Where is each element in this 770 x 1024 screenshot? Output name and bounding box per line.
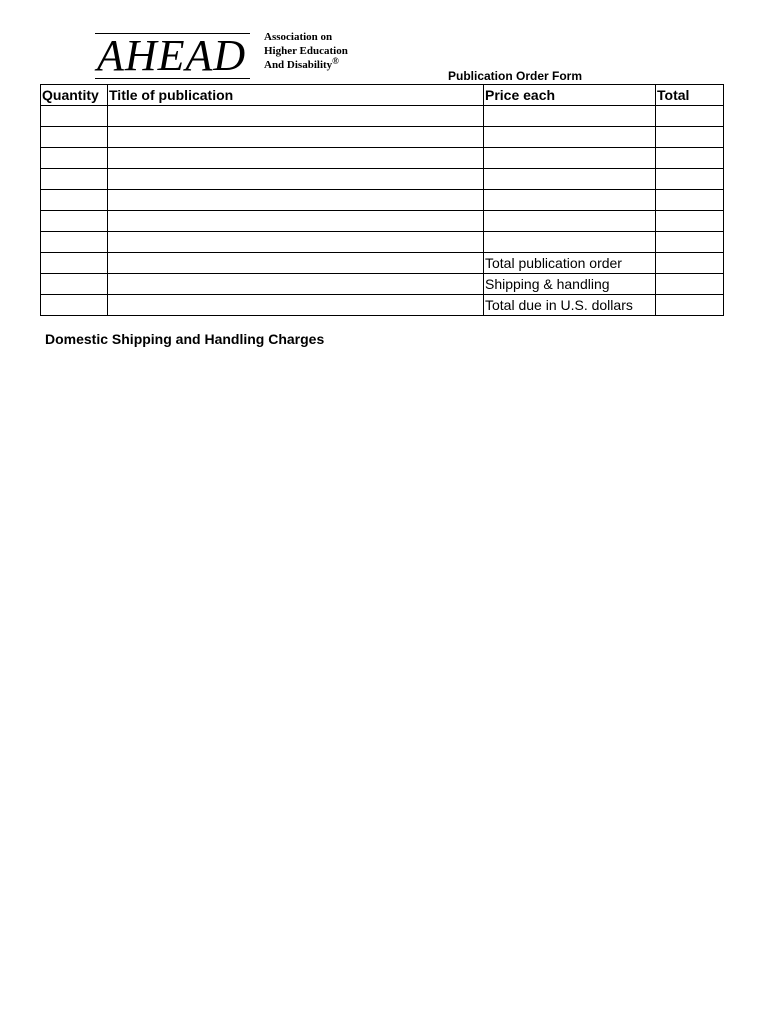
order-table	[40, 84, 724, 316]
table-row	[41, 232, 724, 253]
quantity-cell[interactable]	[41, 127, 108, 148]
quantity-cell[interactable]	[41, 148, 108, 169]
price-cell[interactable]	[484, 211, 656, 232]
table-row	[41, 190, 724, 211]
title-cell[interactable]	[108, 295, 484, 316]
title-cell[interactable]	[108, 148, 484, 169]
quantity-cell[interactable]	[41, 211, 108, 232]
price-cell[interactable]	[484, 190, 656, 211]
total-cell[interactable]	[656, 106, 724, 127]
title-cell[interactable]	[108, 232, 484, 253]
logo-line-3	[264, 58, 348, 72]
title-cell[interactable]	[108, 211, 484, 232]
total-header: Total	[656, 85, 724, 106]
table-row	[41, 253, 724, 274]
logo-line-2: Higher Education	[264, 45, 348, 57]
logo-org-name	[264, 30, 348, 72]
total-cell[interactable]	[656, 232, 724, 253]
total-cell[interactable]	[656, 274, 724, 295]
shipping-charges-heading: Domestic Shipping and Handling Charges	[45, 331, 325, 347]
total-cell[interactable]	[656, 295, 724, 316]
logo-line-1: Association on	[264, 31, 333, 43]
price-cell[interactable]	[484, 169, 656, 190]
title-cell[interactable]	[108, 253, 484, 274]
logo-line-3-text: And Disability	[264, 59, 333, 71]
table-row	[41, 211, 724, 232]
quantity-cell[interactable]	[41, 190, 108, 211]
table-row	[41, 274, 724, 295]
title-cell[interactable]	[108, 169, 484, 190]
title-cell[interactable]	[108, 274, 484, 295]
title-cell[interactable]	[108, 190, 484, 211]
price-cell[interactable]	[484, 127, 656, 148]
total-cell[interactable]	[656, 148, 724, 169]
quantity-cell[interactable]	[41, 232, 108, 253]
table-row	[41, 127, 724, 148]
logo-wordmark: AHEAD	[95, 33, 250, 79]
quantity-cell[interactable]	[41, 253, 108, 274]
total-cell[interactable]	[656, 211, 724, 232]
price-cell[interactable]	[484, 232, 656, 253]
total-cell[interactable]	[656, 169, 724, 190]
total-cell[interactable]	[656, 127, 724, 148]
registered-mark: ®	[332, 56, 339, 66]
quantity-cell[interactable]	[41, 295, 108, 316]
summary-label: Total due in U.S. dollars	[484, 295, 656, 316]
total-cell[interactable]	[656, 190, 724, 211]
summary-label: Total publication order	[484, 253, 656, 274]
quantity-cell[interactable]	[41, 274, 108, 295]
table-row	[41, 169, 724, 190]
price-cell[interactable]	[484, 106, 656, 127]
table-row	[41, 148, 724, 169]
form-title: Publication Order Form	[448, 69, 583, 83]
table-header-row	[41, 85, 724, 106]
title-cell[interactable]	[108, 127, 484, 148]
table-row	[41, 295, 724, 316]
price-cell[interactable]	[484, 148, 656, 169]
quantity-cell[interactable]	[41, 169, 108, 190]
title-cell[interactable]	[108, 106, 484, 127]
order-rows	[41, 106, 724, 316]
price-header: Price each	[484, 85, 656, 106]
quantity-header: Quantity	[41, 85, 108, 106]
summary-label: Shipping & handling	[484, 274, 656, 295]
quantity-cell[interactable]	[41, 106, 108, 127]
total-cell[interactable]	[656, 253, 724, 274]
table-row	[41, 106, 724, 127]
title-header: Title of publication	[108, 85, 484, 106]
